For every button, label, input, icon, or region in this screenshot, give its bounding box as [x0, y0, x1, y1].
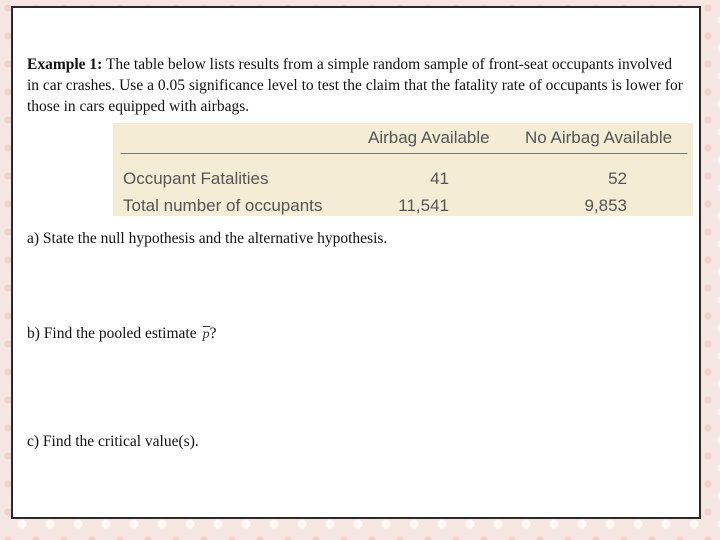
- table-rule: [121, 153, 687, 154]
- cell-airbag: 41: [430, 169, 449, 188]
- header-no-airbag: No Airbag Available: [525, 128, 673, 147]
- question-b-text: b) Find the pooled estimate: [27, 325, 197, 342]
- cell-airbag: 11,541: [398, 196, 449, 215]
- example-label: Example 1:: [27, 56, 103, 73]
- row-label: Total number of occupants: [123, 196, 323, 215]
- problem-statement: [27, 54, 687, 117]
- data-table: [113, 123, 693, 216]
- slide: [11, 6, 701, 519]
- table-row: [113, 196, 693, 220]
- question-b: [27, 325, 217, 343]
- p-bar-symbol: p: [202, 327, 210, 342]
- question-c: c) Find the critical value(s).: [27, 433, 199, 450]
- table-row: [113, 169, 693, 193]
- problem-text: The table below lists results from a simple random sample of front-seat occupants involved in car crashes. Use a 0.05 significance level to test the claim that the fatality rate of occupants is lower for those in cars equipped with airbags.: [27, 56, 683, 115]
- row-label: Occupant Fatalities: [123, 169, 269, 188]
- cell-no-airbag: 52: [608, 169, 627, 188]
- question-a: a) State the null hypothesis and the alternative hypothesis.: [27, 230, 388, 247]
- header-airbag: Airbag Available: [368, 128, 490, 147]
- question-b-end: ?: [209, 325, 217, 342]
- cell-no-airbag: 9,853: [584, 196, 627, 215]
